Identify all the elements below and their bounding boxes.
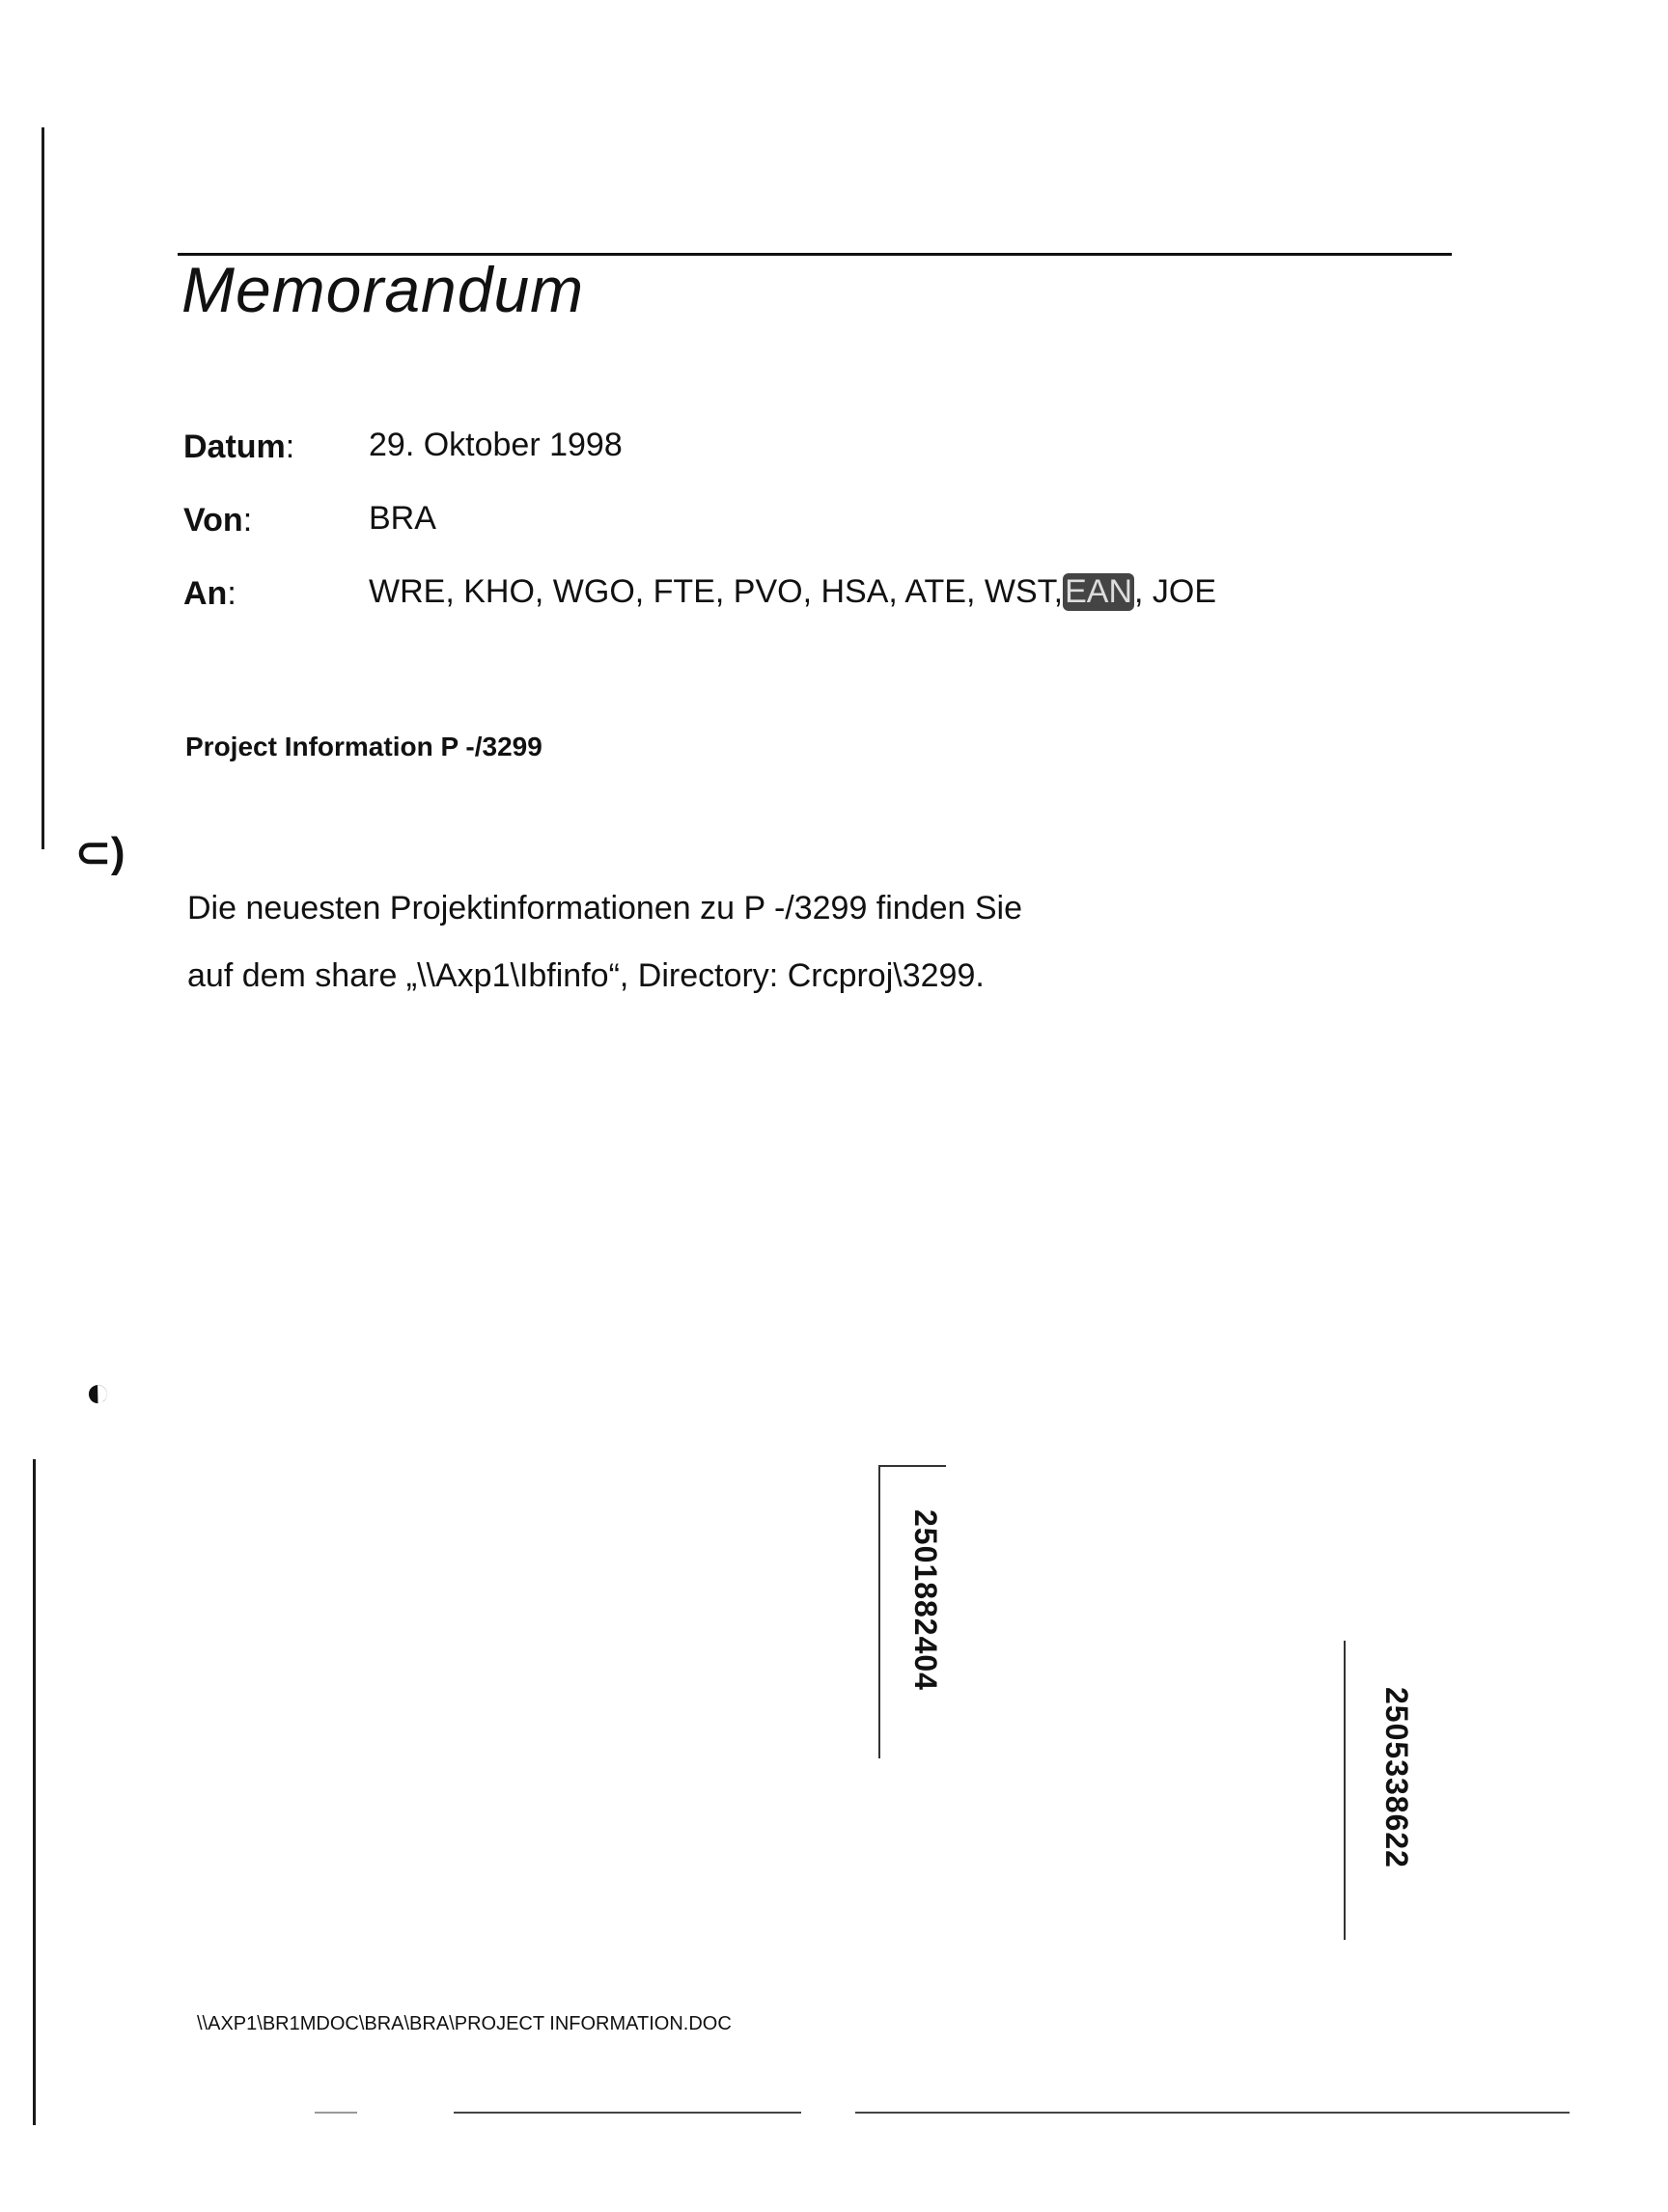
to-recipients-a: WRE, KHO, WGO, FTE, PVO, HSA, ATE, WST, xyxy=(369,573,1064,610)
to-label-colon: : xyxy=(227,575,236,612)
date-value: 29. Oktober 1998 xyxy=(369,427,623,463)
bates-bracket-1-top xyxy=(880,1465,946,1467)
bates-number-2: 2505338622 xyxy=(1379,1687,1414,1868)
to-recipients-b: , JOE xyxy=(1134,573,1217,610)
date-label-colon: : xyxy=(285,429,295,465)
scan-margin-line-top xyxy=(42,127,44,849)
scan-dash-2 xyxy=(454,2112,801,2114)
memo-subject: Project Information P -/3299 xyxy=(185,732,542,761)
date-label xyxy=(183,429,294,466)
scan-margin-line-bottom xyxy=(33,1459,36,2125)
body-line-1: Die neuesten Projektinformationen zu P -/3299 finden Sie xyxy=(187,890,1023,926)
memo-title: Memorandum xyxy=(181,254,585,325)
bates-bracket-1 xyxy=(878,1465,880,1758)
to-label xyxy=(183,575,236,613)
scan-dash-1 xyxy=(315,2112,357,2114)
bates-bracket-2 xyxy=(1344,1641,1346,1940)
date-label-text: Datum xyxy=(183,429,286,465)
to-value xyxy=(369,573,1216,611)
redacted-recipient: EAN xyxy=(1065,573,1133,610)
scan-dash-3 xyxy=(855,2112,1570,2114)
from-value: BRA xyxy=(369,500,436,537)
from-label xyxy=(183,502,252,539)
from-label-colon: : xyxy=(242,502,253,539)
binder-hole-mark-1: ⊂) xyxy=(75,829,125,876)
bates-number-1: 2501882404 xyxy=(908,1509,943,1691)
to-label-text: An xyxy=(183,575,228,612)
document-file-path: \\AXP1\BR1MDOC\BRA\BRA\PROJECT INFORMATION.DOC xyxy=(197,2013,732,2034)
from-label-text: Von xyxy=(183,502,243,539)
binder-hole-mark-2: ◐ xyxy=(85,1369,111,1416)
body-line-2: auf dem share „\\Axp1\Ibfinfo“, Directory: Crcproj\3299. xyxy=(187,957,985,994)
